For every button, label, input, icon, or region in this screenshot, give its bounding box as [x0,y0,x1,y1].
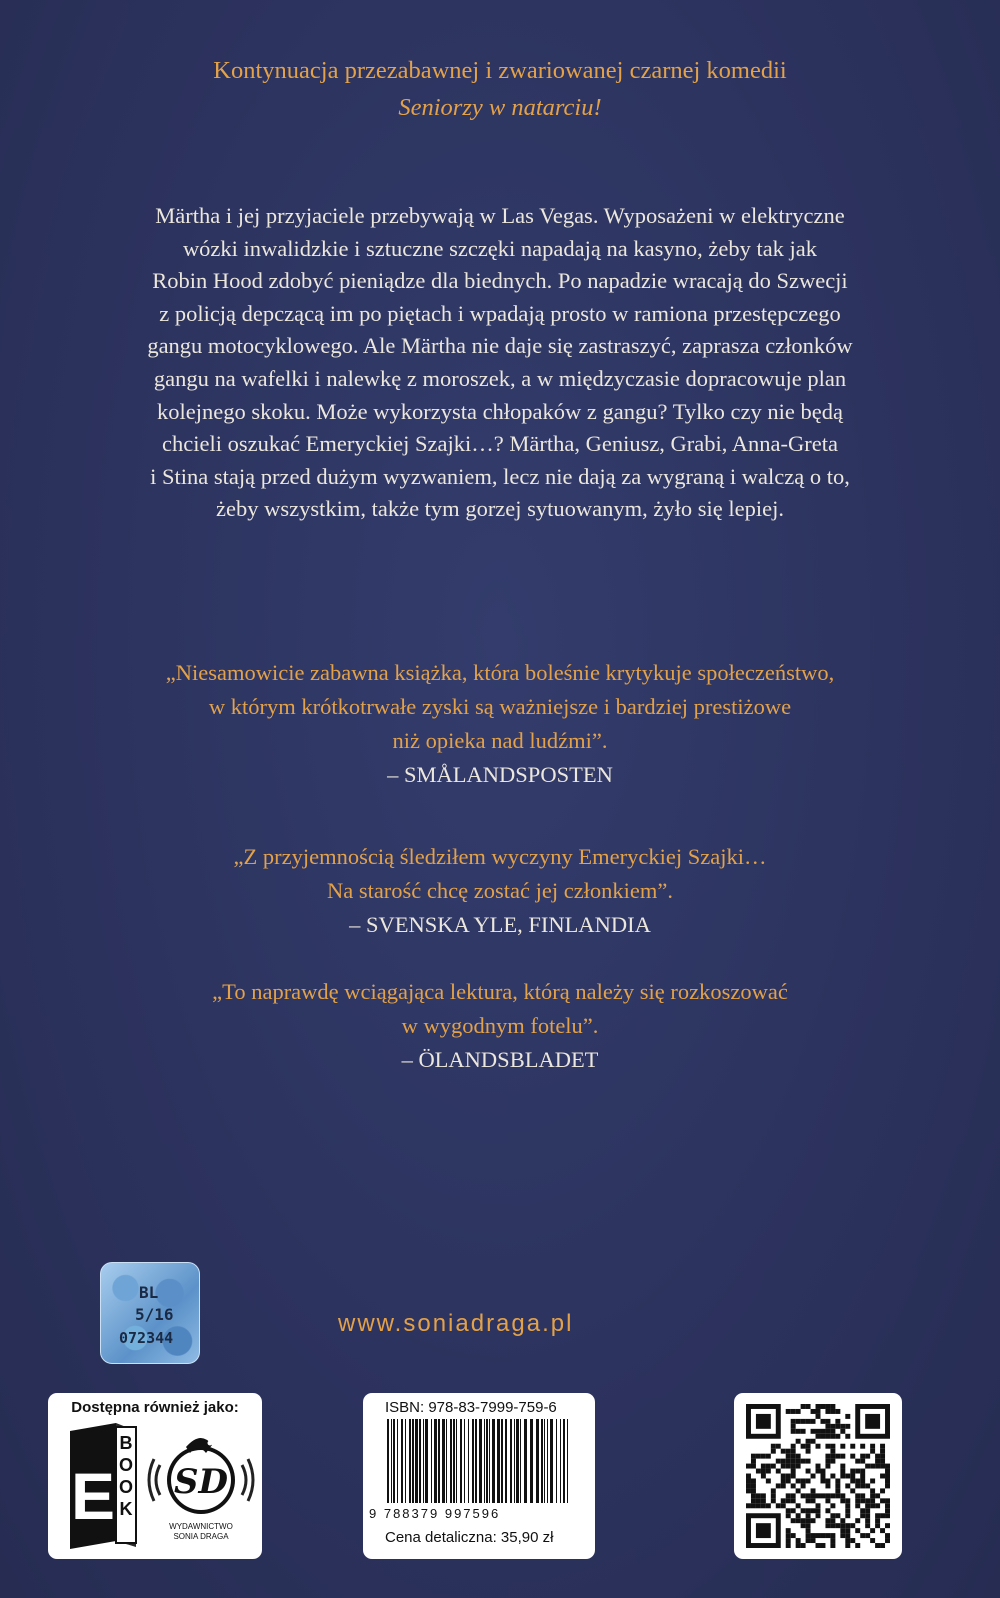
quote-line: w którym krótkotrwałe zyski są ważniejsze i bardziej prestiżowe [208,694,792,719]
blurb-line: z policją depczącą im po piętach i wpadają prosto w ramiona przestępczego [159,300,841,326]
blurb-line: Märtha i jej przyjaciele przebywają w Las Vegas. Wyposażeni w elektryczne [155,203,845,228]
review-quote-2 [60,840,940,942]
blurb-line: gangu motocyklowego. Ale Märtha nie daje się zastraszyć, zaprasza członków [147,333,853,359]
ebook-letter: O [118,1477,134,1497]
blurb-line: chcieli oszukać Emeryckiej Szajki…? Märtha, Geniusz, Grabi, Anna-Greta [162,431,838,457]
review-quote-3 [60,975,940,1077]
hologram-line: 5/16 [135,1305,174,1324]
publisher-logo-text: SD [173,1462,229,1502]
hologram-line: BL [139,1283,159,1302]
lead-text [0,52,1000,126]
publisher-caption: SONIA DRAGA [173,1532,229,1541]
ebook-letter: O [118,1455,134,1475]
ebook-letter-e: E [70,1459,116,1533]
ebook-letter: B [119,1433,133,1453]
quote-line: „To naprawdę wciągająca lektura, którą należy się rozkoszować [212,979,788,1004]
blurb-line: wózki inwalidzkie i sztuczne szczęki napadają na kasyno, żeby tak jak [182,235,818,261]
barcode-digits: 9 788379 997596 [369,1506,501,1521]
barcode-graphic [385,1419,575,1507]
book-blurb [80,200,920,526]
quote-line: „Niesamowicie zabawna książka, która boleśnie krytykuje społeczeństwo, [165,660,835,685]
quote-line: niż opieka nad ludźmi”. [392,728,608,753]
quote-source: – ÖLANDSBLADET [401,1047,599,1072]
qr-code-panel [734,1393,902,1559]
blurb-line: Robin Hood zdobyć pieniądze dla biednych. Po napadzie wracają do Szwecji [152,268,848,294]
publisher-caption: WYDAWNICTWO [169,1522,233,1531]
isbn-text: ISBN: 978-83-7999-759-6 [385,1399,557,1416]
qr-code [746,1404,890,1548]
blurb-line: żeby wszystkim, także tym gorzej sytuowanym, żyło się lepiej. [216,496,784,522]
hologram-sticker [100,1262,200,1364]
ebook-icon [56,1423,142,1553]
review-quote-1 [60,656,940,792]
blurb-line: kolejnego skoku. Może wykorzysta chłopaków z gangu? Tylko czy nie będą [157,398,843,424]
quote-line: w wygodnym fotelu”. [401,1013,599,1038]
audiobook-publisher-logo [146,1425,256,1555]
blurb-line: i Stina stają przed dużym wyzwaniem, lecz nie dają za wygraną i walczą o to, [150,463,850,489]
quote-source: – SVENSKA YLE, FINLANDIA [349,912,651,937]
publisher-website: www.soniadraga.pl [338,1310,574,1337]
availability-panel [48,1393,262,1559]
quote-line: Na starość chcę zostać jej członkiem”. [326,878,674,903]
lead-book-title: Seniorzy w natarciu! [398,94,602,121]
lead-line-1: Kontynuacja przezabawnej i zwariowanej czarnej komedii [213,57,787,84]
quote-source: – SMÅLANDSPOSTEN [387,762,613,787]
barcode-panel [363,1393,595,1559]
availability-title: Dostępna również jako: [71,1399,239,1416]
blurb-line: gangu na wafelki i nalewkę z moroszek, a w międzyczasie dopracowuje plan [153,365,847,391]
ebook-letter: K [119,1499,133,1519]
quote-line: „Z przyjemnością śledziłem wyczyny Emeryckiej Szajki… [233,844,767,869]
hologram-line: 072344 [119,1329,174,1347]
retail-price: Cena detaliczna: 35,90 zł [385,1529,554,1546]
